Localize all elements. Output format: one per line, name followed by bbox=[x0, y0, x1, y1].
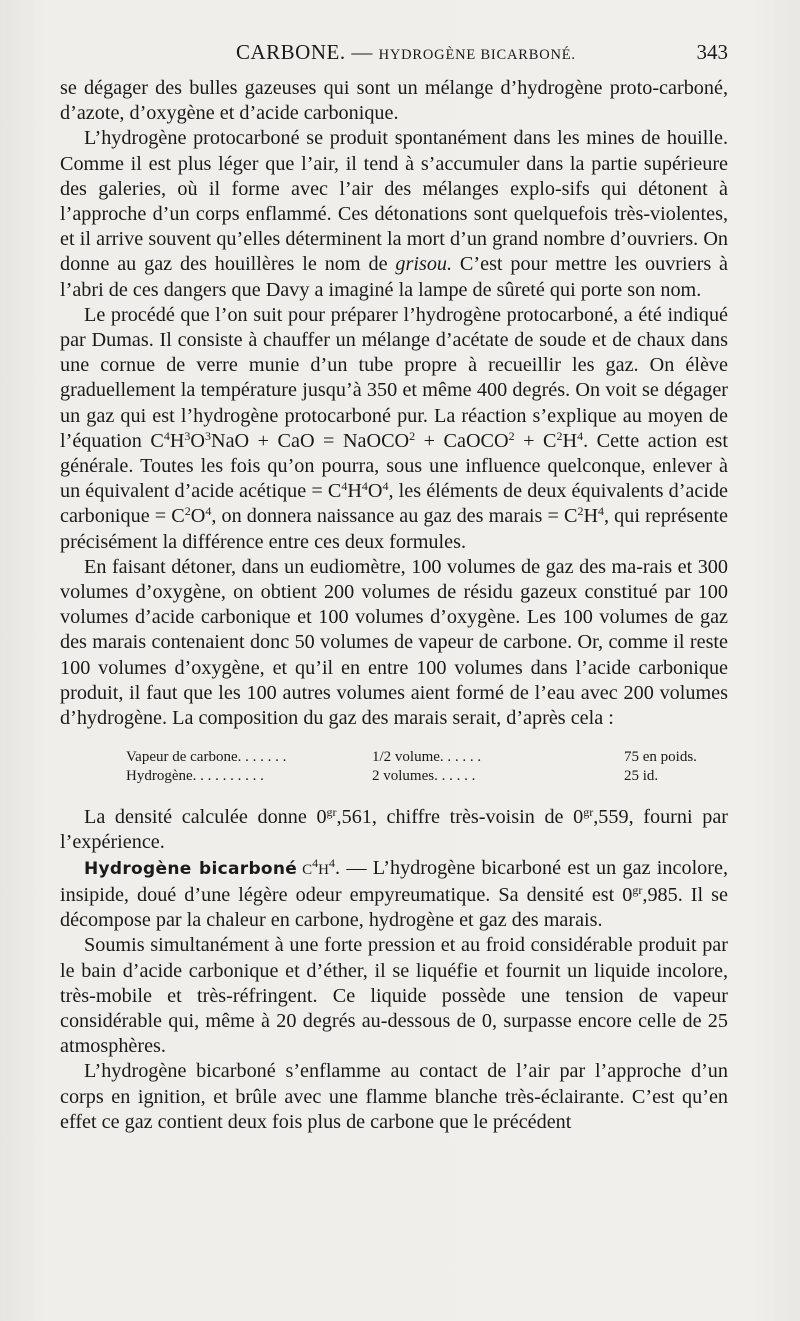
superscript: gr bbox=[326, 805, 337, 820]
superscript: 4 bbox=[382, 479, 389, 494]
text-span: O bbox=[190, 505, 206, 528]
superscript: 2 bbox=[577, 504, 584, 519]
table-cell-volume: 1/2 volume. . . . . . bbox=[372, 749, 482, 766]
section-heading: Hydrogène bicarboné bbox=[84, 858, 298, 879]
table-cell-weight: 75 en poids. bbox=[624, 749, 697, 766]
paragraph-bicarbone bbox=[60, 856, 728, 934]
superscript: 3 bbox=[184, 428, 191, 443]
composition-table bbox=[126, 748, 728, 786]
paragraph-grisou bbox=[60, 126, 728, 302]
text-span: H bbox=[583, 505, 599, 528]
paragraph-density bbox=[60, 805, 728, 855]
superscript: 4 bbox=[577, 428, 584, 443]
paragraph-combustion: L’hydrogène bicarboné s’enflamme au contact de l’air par l’approche d’un corps en ignition, et brûle avec une flamme blanche très-éclairante. C’est qu’en effet ce gaz contient deux fois plus de carbone que le précédent bbox=[60, 1060, 728, 1133]
text-span: , qui représente précisément la différence entre ces deux formules. bbox=[60, 505, 729, 553]
page-number: 343 bbox=[696, 40, 728, 64]
superscript: gr bbox=[632, 882, 643, 897]
running-title bbox=[236, 40, 576, 65]
running-title-main: CARBONE. — bbox=[236, 40, 373, 64]
table-cell-weight: 25 id. bbox=[624, 768, 659, 785]
superscript: 2 bbox=[409, 428, 416, 443]
text-span: NaO + CaO = NaOCO bbox=[211, 429, 410, 452]
superscript: 2 bbox=[556, 428, 563, 443]
superscript: 4 bbox=[361, 479, 368, 494]
superscript: 3 bbox=[205, 428, 212, 443]
text-span: . — L’hydrogène bicarboné est un gaz incolore, insipide, doué d’une légère odeur empyreumatique. Sa densité est 0 bbox=[60, 856, 728, 906]
italic-term: grisou. bbox=[395, 253, 453, 276]
superscript: 2 bbox=[508, 428, 515, 443]
text-span: , on donnera naissance au gaz des marais = C bbox=[211, 505, 578, 528]
paragraph-liquefaction: Soumis simultanément à une forte pression et au froid considérable produit par le bain d’acide carbonique et d’éther, il se liquéfie et fournit un liquide incolore, très-mobile et très-réfringent. Ce liquide possède une tension de vapeur considérable qui, même à 20 degrés au-dessous de 0, surpasse encore celle de 25 atmosphères. bbox=[60, 934, 728, 1058]
table-cell-volume: 2 volumes. . . . . . bbox=[372, 768, 476, 785]
body-text bbox=[60, 76, 728, 1135]
text-span: H bbox=[169, 429, 185, 452]
superscript: gr bbox=[583, 805, 594, 820]
table-cell-substance: Hydrogène. . . . . . . . . . bbox=[126, 768, 264, 785]
superscript: 4 bbox=[341, 479, 348, 494]
running-header bbox=[60, 40, 728, 70]
superscript: 4 bbox=[328, 855, 335, 870]
text-span: ,985. Il se décompose par la chaleur en carbone, hydrogène et gaz des marais. bbox=[60, 883, 728, 932]
text-span: . Cette action est générale. Toutes les fois qu’on pourra, sous une influence quelconque, enlever à un équivalent d’acide acétique = C bbox=[60, 429, 728, 503]
table-row bbox=[126, 748, 728, 767]
table-row bbox=[126, 767, 728, 786]
text-span: Le procédé que l’on suit pour préparer l’hydrogène protocarboné, a été indiqué par Dumas. Il consiste à chauffer un mélange d’acétate de soude et de chaux dans une cornue de verre munie d’un tube propre à recueillir les gaz. On élève graduellement la température jusqu’à 350 et même 400 degrés. On voit se dégager un gaz qui est l’hydrogène protocarboné pur. La réaction s’explique au moyen de l’équation C bbox=[60, 303, 728, 452]
running-title-sub: HYDROGÈNE BICARBONÉ. bbox=[378, 47, 576, 63]
text-span: + C bbox=[514, 429, 557, 452]
table-cell-substance: Vapeur de carbone. . . . . . . bbox=[126, 749, 287, 766]
text-span: + CaOCO bbox=[415, 429, 509, 452]
text-span: , les éléments de deux équivalents d’acide carbonique = C bbox=[60, 480, 729, 528]
paragraph-preparation bbox=[60, 303, 728, 555]
text-span: O bbox=[190, 429, 206, 452]
formula: H bbox=[318, 861, 329, 878]
text-span: ,561, chiffre très-voisin de 0 bbox=[336, 806, 584, 829]
text-span: L’hydrogène protocarboné se produit spontanément dans les mines de houille. Comme il est plus léger que l’air, il tend à s’accumuler dans la partie supérieure des galeries, où il forme avec l’air des mélanges explo-sifs qui détonent à l’approche d’un corps enflammé. Ces détonations sont quelquefois très-violentes, et il arrive souvent qu’elles déterminent la mort d’un grand nombre d’ouvriers. On donne au gaz des houillères le nom de bbox=[60, 127, 728, 276]
superscript: 2 bbox=[184, 504, 191, 519]
formula: C bbox=[297, 861, 313, 878]
text-span: C’est pour mettre les ouvriers à l’abri de ces dangers que Davy a imaginé la lampe de sûreté qui porte son nom. bbox=[60, 253, 729, 301]
paragraph-continuation: se dégager des bulles gazeuses qui sont un mélange d’hydrogène proto-carboné, d’azote, d’oxygène et d’acide carbonique. bbox=[60, 77, 728, 125]
text-span: O bbox=[367, 480, 383, 503]
text-span: H bbox=[347, 480, 362, 503]
superscript: 4 bbox=[163, 428, 170, 443]
superscript: 4 bbox=[205, 504, 212, 519]
superscript: 4 bbox=[598, 504, 605, 519]
text-span: H bbox=[562, 429, 578, 452]
text-span: ,559, fourni par l’expérience. bbox=[60, 806, 728, 854]
superscript: 4 bbox=[312, 855, 319, 870]
text-span: La densité calculée donne 0 bbox=[84, 806, 327, 829]
paragraph-eudiometer: En faisant détoner, dans un eudiomètre, 100 volumes de gaz des ma-rais et 300 volumes d’oxygène, on obtient 200 volumes de résidu gazeux constitué par 100 volumes d’acide carbonique et 100 volumes d’oxygène. Les 100 volumes de gaz des marais contenaient donc 50 volumes de vapeur de carbone. Or, comme il reste 100 volumes d’oxygène, et qu’il en entre 100 volumes dans l’acide carbonique produit, il faut que les 100 autres volumes aient formé de l’eau avec 200 volumes d’hydrogène. La composition du gaz des marais serait, d’après cela : bbox=[60, 555, 728, 730]
